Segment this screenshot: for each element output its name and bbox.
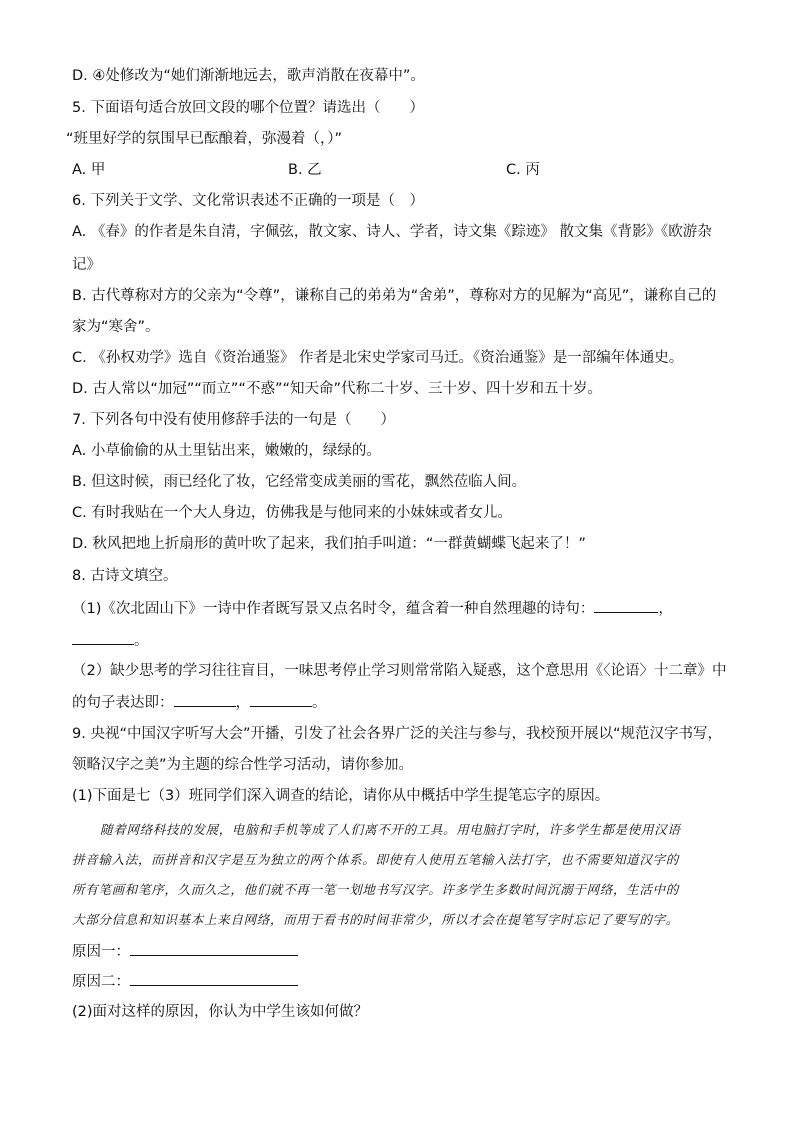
- passage-line-2: 拼音输入法，而拼音和汉字是互为独立的两个体系。即使有人使用五笔输入法打字，也不需要知道汉字的: [72, 852, 679, 867]
- reason-2-label: 原因二：: [72, 974, 130, 990]
- q6-option-a-line2: 记》: [72, 257, 101, 273]
- answer-blank[interactable]: [174, 692, 236, 707]
- q6-option-d: D. 古人常以“加冠”“而立”“不惑”“知天命”代称二十岁、三十岁、四十岁和五十岁。: [72, 381, 602, 397]
- q7-stem: 7. 下列各句中没有使用修辞手法的一句是（ ）: [72, 412, 395, 428]
- q6-option-b-line2: 家为“寒舍”。: [72, 319, 160, 335]
- q8-part2-period: 。: [312, 695, 327, 711]
- reason-1-label: 原因一：: [72, 944, 130, 960]
- q8-part2-line1: （2）缺少思考的学习往往盲目，一味思考停止学习则常常陷入疑惑，这个意思用《〈论语〉十二章》中: [72, 663, 727, 679]
- q7-option-a: A. 小草偷偷的从土里钻出来，嫩嫩的，绿绿的。: [72, 443, 381, 459]
- q9-sub2: (2)面对这样的原因，你认为中学生该如何做？: [72, 1004, 369, 1020]
- answer-blank[interactable]: [72, 630, 134, 645]
- q9-stem-line2: 领略汉字之美”为主题的综合性学习活动，请你参加。: [72, 757, 414, 773]
- reason-1-row: [72, 941, 298, 962]
- reason-2-blank[interactable]: [130, 971, 298, 986]
- q6-option-a-line1: A. 《春》的作者是朱自清，字佩弦，散文家、诗人、学者，诗文集《踪迹》 散文集《背影》《欧游杂: [72, 224, 712, 240]
- q9-sub1: (1)下面是七（3）班同学们深入调查的结论，请你从中概括中学生提笔忘字的原因。: [72, 788, 610, 804]
- answer-blank[interactable]: [594, 598, 658, 613]
- q7-option-b: B. 但这时候，雨已经化了妆，它经常变成美丽的雪花，飘然莅临人间。: [72, 474, 527, 490]
- passage-line-4: 大部分信息和知识基本上来自网络，而用于看书的时间非常少，所以才会在提笔写字时忘记了要写的字。: [72, 912, 679, 927]
- passage-line-1: 随着网络科技的发展，电脑和手机等成了人们离不开的工具。用电脑打字时，许多学生都是使用汉语: [100, 822, 681, 837]
- q6-option-c: C. 《孙权劝学》选自《资治通鉴》 作者是北宋史学家司马迁。《资治通鉴》是一部编年体通史。: [72, 350, 684, 366]
- q6-option-b-line1: B. 古代尊称对方的父亲为“令尊”，谦称自己的弟弟为“舍弟”，尊称对方的见解为“高见”，谦称自己的: [72, 288, 717, 304]
- q4-option-d: D. ④处修改为“她们渐渐地远去，歌声消散在夜幕中”。: [72, 68, 425, 84]
- q5-option-a: A. 甲: [72, 162, 106, 178]
- q8-part2-text: 的句子表达即：: [72, 695, 174, 711]
- q8-part1-period: 。: [134, 633, 149, 649]
- answer-blank[interactable]: [250, 692, 312, 707]
- q8-stem: 8. 古诗文填空。: [72, 568, 178, 584]
- q7-option-c: C. 有时我贴在一个大人身边，仿佛我是与他同来的小妹妹或者女儿。: [72, 505, 512, 521]
- q8-part1-line2: [72, 630, 149, 651]
- q7-option-d: D. 秋风把地上折扇形的黄叶吹了起来，我们拍手叫道：“一群黄蝴蝶飞起来了！”: [72, 536, 586, 552]
- q8-part1-comma: ，: [658, 601, 673, 617]
- q8-part1-text: （1)《次北固山下》一诗中作者既写景又点名时令，蕴含着一种自然理趣的诗句：: [72, 601, 595, 617]
- passage-line-3: 所有笔画和笔序，久而久之，他们就不再一笔一划地书写汉字。许多学生多数时间沉溺于网络，生活中的: [72, 882, 679, 897]
- q8-part1-line1: [72, 598, 673, 619]
- q5-stem: 5. 下面语句适合放回文段的哪个位置？请选出（ ）: [72, 100, 424, 116]
- reason-2-row: [72, 971, 298, 992]
- q5-quote: “班里好学的氛围早已酝酿着，弥漫着（，）”: [66, 131, 343, 147]
- q5-option-b: B. 乙: [288, 162, 322, 178]
- q8-part2-line2: [72, 692, 327, 713]
- q8-part2-comma: ，: [235, 695, 250, 711]
- reason-1-blank[interactable]: [130, 941, 298, 956]
- q6-stem: 6. 下列关于文学、文化常识表述不正确的一项是（ ）: [72, 193, 424, 209]
- q5-option-c: C. 丙: [506, 162, 540, 178]
- q9-stem-line1: 9. 央视“中国汉字听写大会”开播，引发了社会各界广泛的关注与参与，我校预开展以“规范汉字书写，: [72, 726, 722, 742]
